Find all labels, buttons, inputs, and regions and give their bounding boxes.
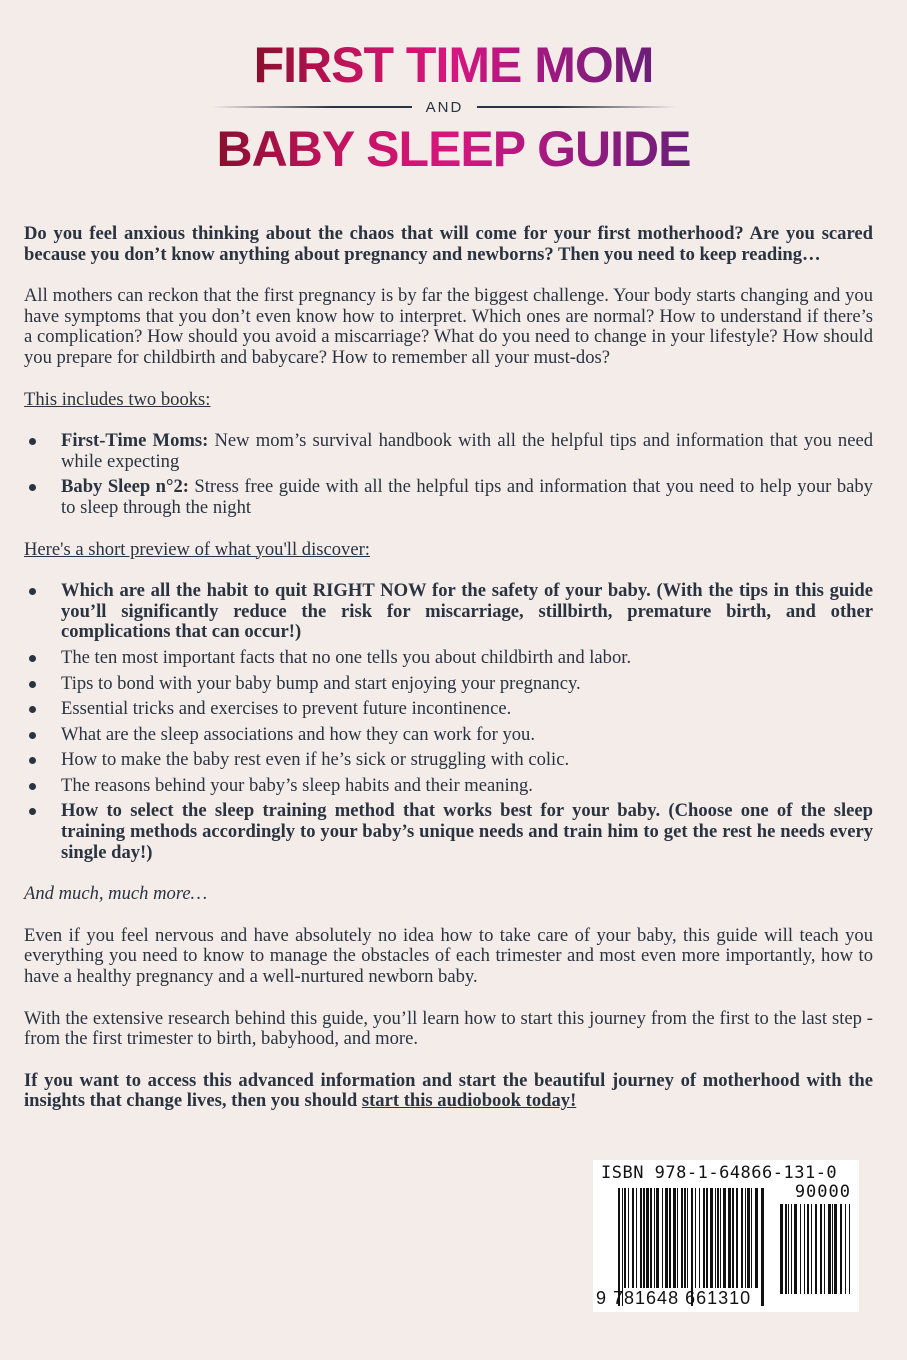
barcode-bar xyxy=(723,1188,726,1288)
barcode-bar xyxy=(628,1188,629,1288)
barcode-bar xyxy=(828,1204,831,1294)
barcode-bar xyxy=(834,1204,837,1294)
barcode-bar xyxy=(643,1188,645,1288)
barcode-bar xyxy=(687,1188,688,1288)
barcode-bar xyxy=(715,1188,716,1288)
barcode-bar xyxy=(751,1188,752,1288)
list-item: First-Time Moms: New mom’s survival handbook with all the helpful tips and information that you need while expecting xyxy=(24,431,873,472)
barcode-bar xyxy=(804,1204,805,1294)
barcode-bar xyxy=(794,1204,797,1294)
barcode-bar xyxy=(820,1204,822,1294)
barcode-bar xyxy=(706,1188,708,1288)
barcode-bar xyxy=(811,1204,812,1294)
books-heading: This includes two books: xyxy=(24,388,211,410)
barcode-bar xyxy=(662,1188,663,1288)
barcode-bar xyxy=(747,1188,750,1288)
paragraph: With the extensive research behind this guide, you’ll learn how to start this journey from the first to the last step - from the first trimester to birth, babyhood, and more. xyxy=(24,1007,873,1050)
barcode-bar xyxy=(717,1188,719,1288)
barcode-bar xyxy=(849,1204,850,1294)
barcode-bar xyxy=(736,1188,738,1288)
barcode-bar xyxy=(732,1188,734,1288)
much-more: And much, much more… xyxy=(24,883,208,905)
barcode-bar xyxy=(632,1188,634,1288)
isbn-barcode xyxy=(593,1160,859,1312)
barcode-bar xyxy=(788,1204,789,1294)
paragraph: All mothers can reckon that the first pregnancy is by far the biggest challenge. Your body starts changing and you have symptoms that you don’t even know how to interpret. Which ones are normal? How to understand if there’s a complication? How should you avoid a miscarriage? What do you need to change in your lifestyle? How should you prepare for childbirth and babycare? How to remember all your must-dos? xyxy=(24,285,873,368)
barcode-bar xyxy=(656,1188,659,1288)
title-divider xyxy=(212,97,677,117)
barcode-bar xyxy=(669,1188,671,1288)
list-item: How to select the sleep training method that works best for your baby. (Choose one of the sleep training methods accordingly to your baby’s unique needs and train him to get the rest he needs every single day!) xyxy=(24,801,873,863)
title-line-2: BABY SLEEP GUIDE xyxy=(216,121,691,177)
barcode-bar xyxy=(791,1204,792,1294)
barcode-bar xyxy=(650,1188,652,1288)
barcode-bar xyxy=(684,1188,686,1288)
paragraph: Even if you feel nervous and have absolutely no idea how to take care of your baby, this guide will teach you everything you need to know to manage the obstacles of each trimester and most even more importantly, how to have a healthy pregnancy and a well-nurtured newborn baby. xyxy=(24,924,873,988)
barcode-bar xyxy=(845,1204,846,1294)
barcode-bar xyxy=(720,1188,721,1288)
list-item: The ten most important facts that no one tells you about childbirth and labor. xyxy=(24,648,873,669)
barcode-bar xyxy=(807,1204,809,1294)
divider-line xyxy=(212,106,412,108)
barcode-bar xyxy=(761,1188,764,1306)
cta-link: start this audiobook today! xyxy=(361,1090,577,1112)
isbn-text: ISBN 978-1-64866-131-0 xyxy=(601,1163,838,1183)
barcode-bar xyxy=(640,1188,642,1288)
preview-list xyxy=(24,581,873,863)
barcode-bar xyxy=(681,1188,683,1288)
divider-line xyxy=(477,106,677,108)
list-item: How to make the baby rest even if he’s sick or struggling with colic. xyxy=(24,750,873,771)
barcode-bar xyxy=(728,1188,731,1288)
barcode-bar xyxy=(800,1204,801,1294)
list-item: Essential tricks and exercises to prevent future incontinence. xyxy=(24,699,873,720)
barcode-bar xyxy=(832,1204,833,1294)
barcode-bar xyxy=(673,1188,676,1288)
barcode-bar xyxy=(710,1188,713,1288)
list-item: What are the sleep associations and how they can work for you. xyxy=(24,725,873,746)
list-item: Which are all the habit to quit RIGHT NOW for the safety of your baby. (With the tips in this guide you’ll significantly reduce the risk for miscarriage, stillbirth, premature birth, and other complications that can occur!) xyxy=(24,581,873,643)
barcode-bar xyxy=(665,1188,668,1288)
list-item: Baby Sleep n°2: Stress free guide with all the helpful tips and information that you need to help your baby to sleep through the night xyxy=(24,477,873,518)
preview-heading: Here's a short preview of what you'll discover: xyxy=(24,538,370,560)
barcode-bar xyxy=(780,1204,783,1294)
barcode-bar xyxy=(741,1188,743,1288)
barcode-bar xyxy=(824,1204,825,1294)
blurb xyxy=(24,224,873,1133)
barcode-bar xyxy=(815,1204,817,1294)
price-code: 90000 xyxy=(794,1182,851,1202)
intro: Do you feel anxious thinking about the chaos that will come for your first motherhood? Are you scared because you don’t know anything about pregnancy and newborns? Then you need to keep reading… xyxy=(24,223,873,265)
title-line-1: FIRST TIME MOM xyxy=(253,37,654,93)
barcode-bar xyxy=(703,1188,705,1288)
barcode-bar xyxy=(677,1188,678,1288)
list-item: Tips to bond with your baby bump and start enjoying your pregnancy. xyxy=(24,674,873,695)
title-and: AND xyxy=(425,98,464,116)
barcode-bar xyxy=(654,1188,655,1288)
barcode-bar xyxy=(745,1188,746,1288)
barcode-bar xyxy=(646,1188,649,1288)
call-to-action: If you want to access this advanced information and start the beautiful journey of motherhood with the insights that change lives, then you should start this audiobook today! xyxy=(24,1069,873,1112)
barcode-bar xyxy=(699,1188,700,1288)
barcode-bar xyxy=(755,1188,758,1288)
barcode-bar xyxy=(785,1204,787,1294)
books-list xyxy=(24,431,873,518)
list-item: The reasons behind your baby’s sleep habits and their meaning. xyxy=(24,776,873,797)
barcode-bar xyxy=(636,1188,637,1288)
barcode-bar xyxy=(840,1204,842,1294)
barcode-bar xyxy=(624,1188,626,1288)
ean-digits: 9 781648 661310 xyxy=(596,1288,752,1308)
barcode-bar xyxy=(695,1188,696,1288)
